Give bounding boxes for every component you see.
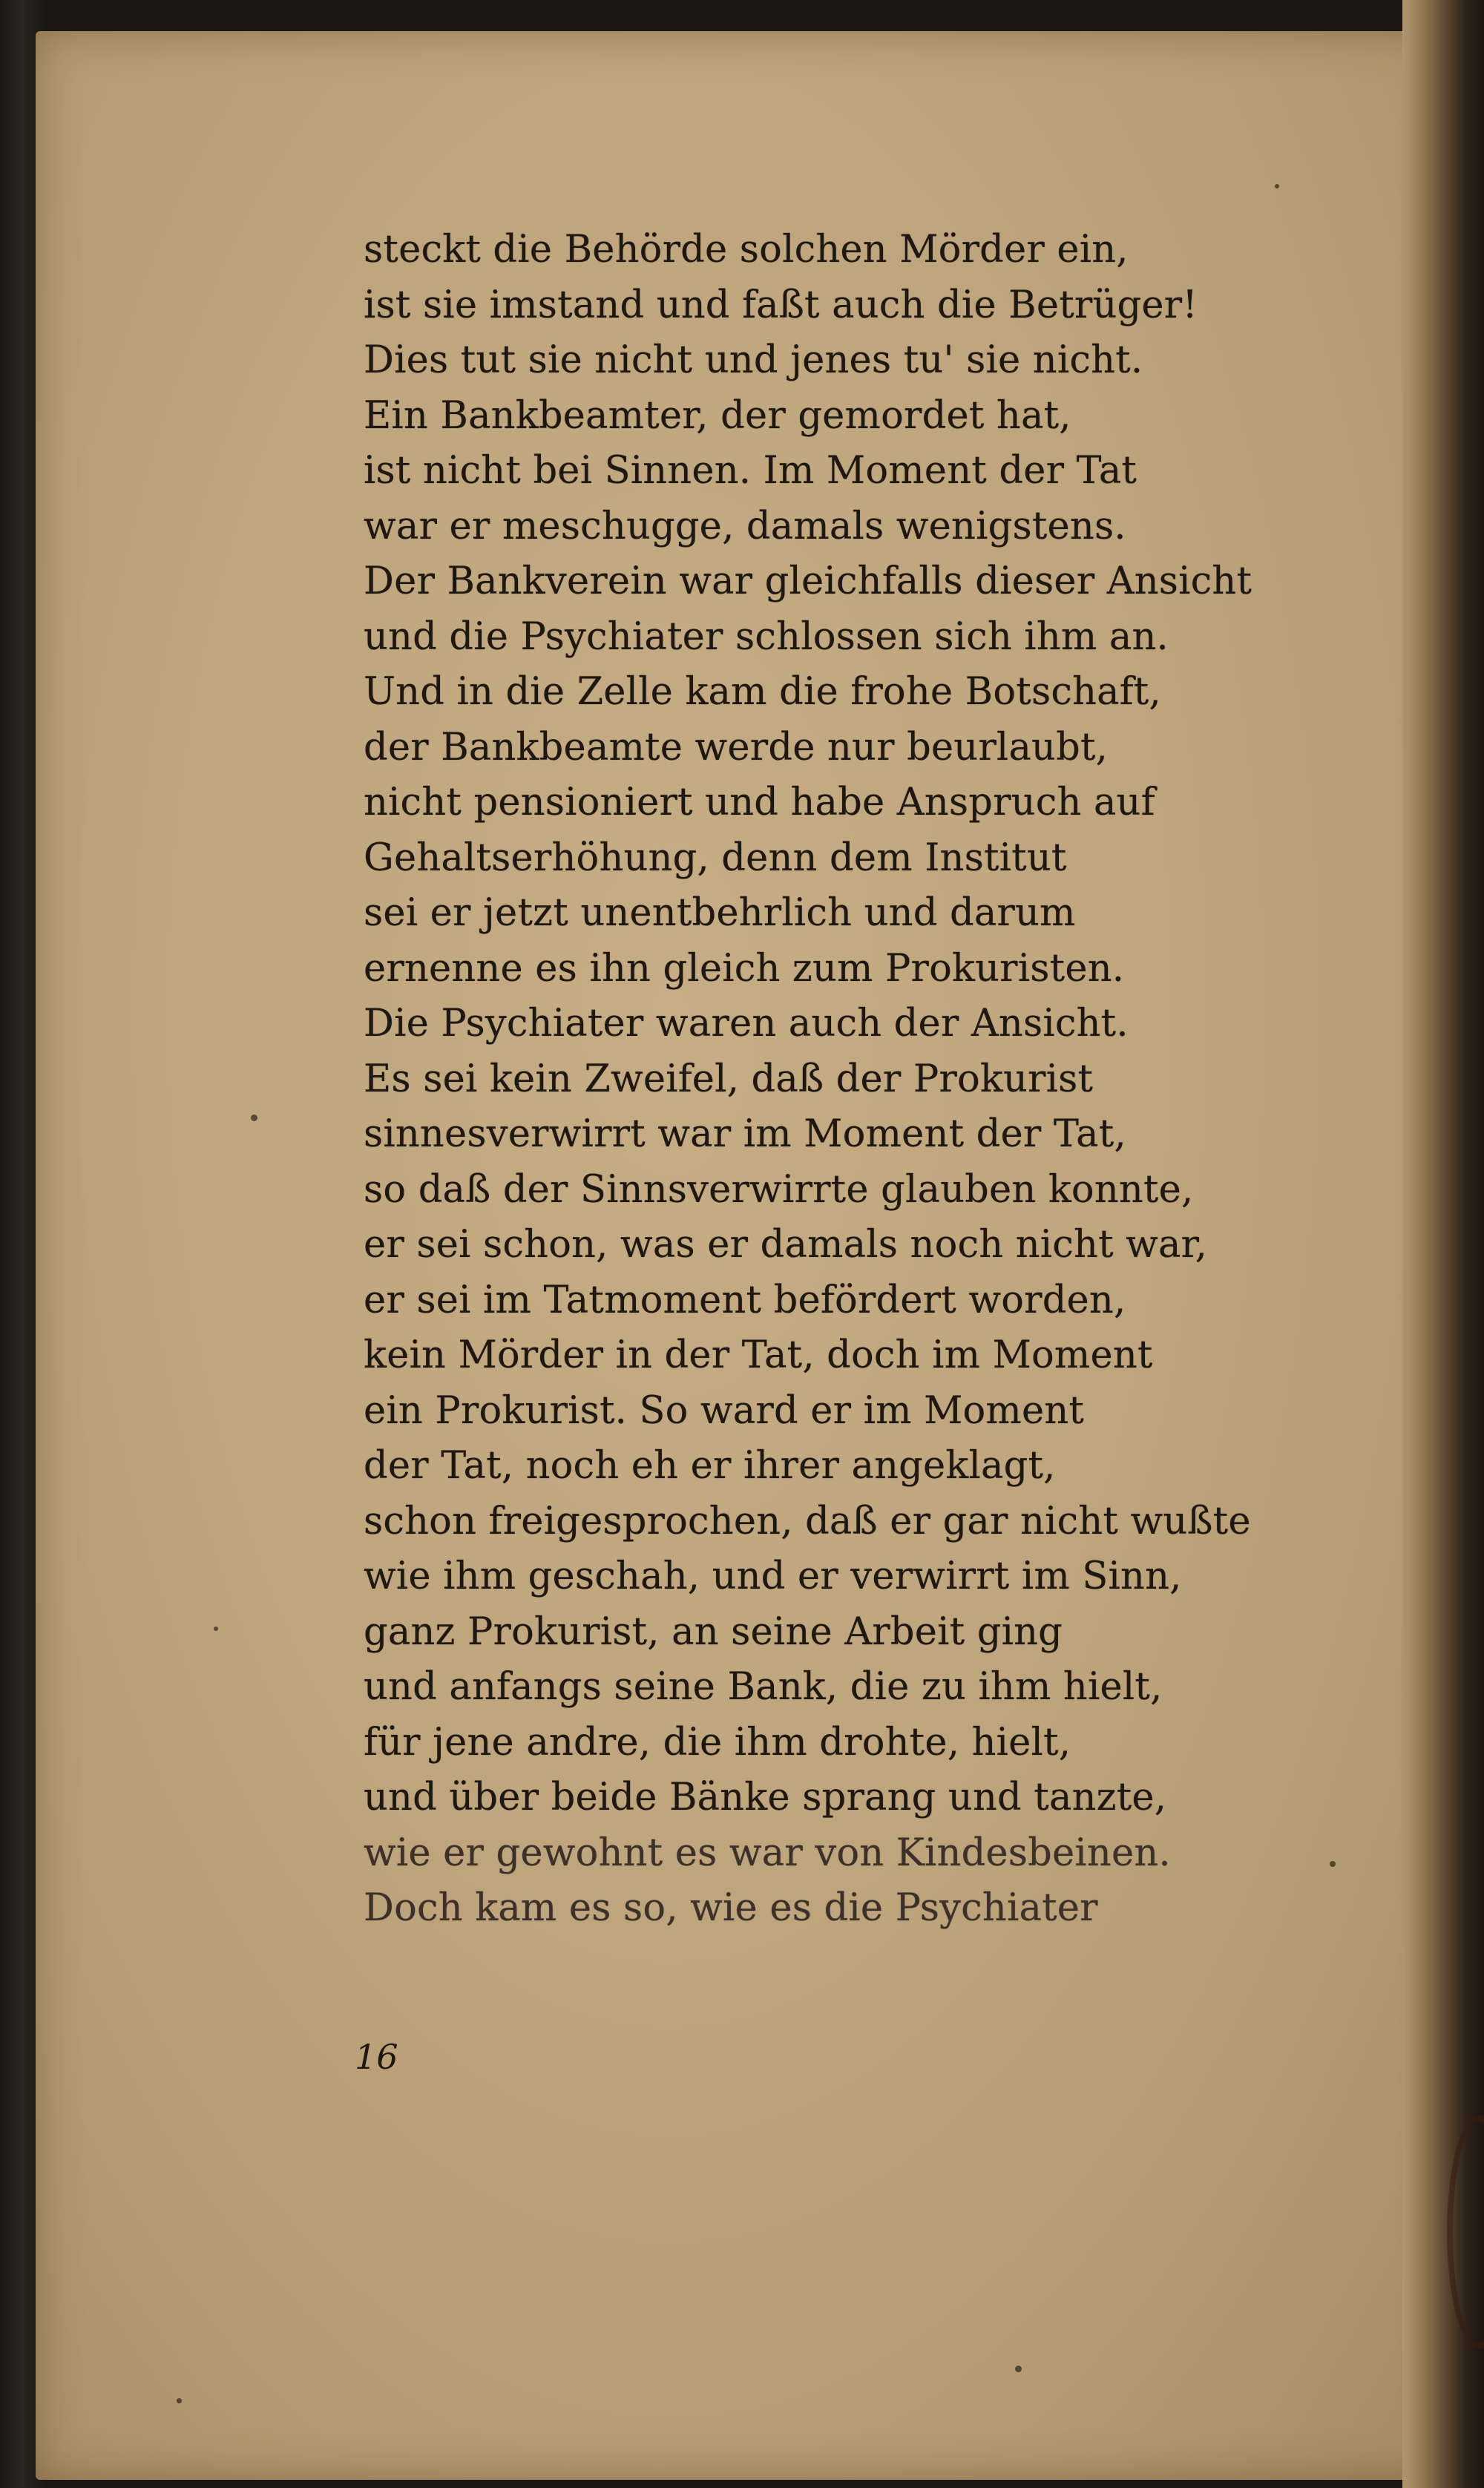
poem-line: der Tat, noch eh er ihrer angeklagt, <box>364 1444 1056 1488</box>
poem-line: Gehaltserhöhung, denn dem Institut <box>364 836 1067 880</box>
poem-line: Doch kam es so, wie es die Psychiater <box>364 1886 1098 1930</box>
poem-line: und anfangs seine Bank, die zu ihm hielt, <box>364 1665 1163 1709</box>
poem-line: sei er jetzt unentbehrlich und darum <box>364 891 1076 935</box>
poem-line: war er meschugge, damals wenigstens. <box>364 504 1126 548</box>
poem-line: er sei im Tatmoment befördert worden, <box>364 1278 1126 1322</box>
poem-line: wie ihm geschah, und er verwirrt im Sinn, <box>364 1555 1182 1598</box>
poem-line: Dies tut sie nicht und jenes tu' sie nicht. <box>364 338 1143 382</box>
book-gutter <box>1402 0 1484 2488</box>
poem-line: schon freigesprochen, daß er gar nicht wußte <box>364 1499 1251 1543</box>
poem-line: steckt die Behörde solchen Mörder ein, <box>364 228 1129 272</box>
ink-speck <box>177 2398 182 2403</box>
poem-line: ein Prokurist. So ward er im Moment <box>364 1388 1085 1433</box>
poem-line: und die Psychiater schlossen sich ihm an. <box>364 614 1169 659</box>
poem-line: sinnesverwirrt war im Moment der Tat, <box>364 1112 1126 1156</box>
ink-speck <box>1015 2366 1022 2372</box>
poem-text <box>364 223 1298 2033</box>
poem-line: Ein Bankbeamter, der gemordet hat, <box>364 393 1071 438</box>
poem-line: kein Mörder in der Tat, doch im Moment <box>364 1333 1153 1377</box>
poem-line: Es sei kein Zweifel, daß der Prokurist <box>364 1057 1094 1101</box>
poem-line: so daß der Sinnsverwirrte glauben konnte, <box>364 1167 1194 1212</box>
poem-line: und über beide Bänke sprang und tanzte, <box>364 1776 1167 1819</box>
poem-line: ist sie imstand und faßt auch die Betrüger! <box>364 283 1198 327</box>
page-number: 16 <box>355 2037 398 2077</box>
poem-line: der Bankbeamte werde nur beurlaubt, <box>364 725 1109 769</box>
poem-line: nicht pensioniert und habe Anspruch auf <box>364 781 1155 824</box>
poem-line: wie er gewohnt es war von Kindesbeinen. <box>364 1831 1171 1875</box>
poem-line: Der Bankverein war gleichfalls dieser Ansicht <box>364 559 1252 603</box>
ink-speck <box>251 1115 257 1121</box>
ink-speck <box>1330 1861 1336 1867</box>
poem-line: Und in die Zelle kam die frohe Botschaft, <box>364 670 1161 714</box>
ink-speck <box>214 1627 218 1631</box>
poem-line: Die Psychiater waren auch der Ansicht. <box>364 1002 1129 1046</box>
poem-line: ganz Prokurist, an seine Arbeit ging <box>364 1609 1063 1654</box>
poem-line: er sei schon, was er damals noch nicht war, <box>364 1223 1208 1267</box>
poem-line: ist nicht bei Sinnen. Im Moment der Tat <box>364 449 1137 493</box>
poem-line: ernenne es ihn gleich zum Prokuristen. <box>364 946 1125 991</box>
ink-speck <box>1275 184 1279 188</box>
poem-line: für jene andre, die ihm drohte, hielt, <box>364 1720 1071 1765</box>
